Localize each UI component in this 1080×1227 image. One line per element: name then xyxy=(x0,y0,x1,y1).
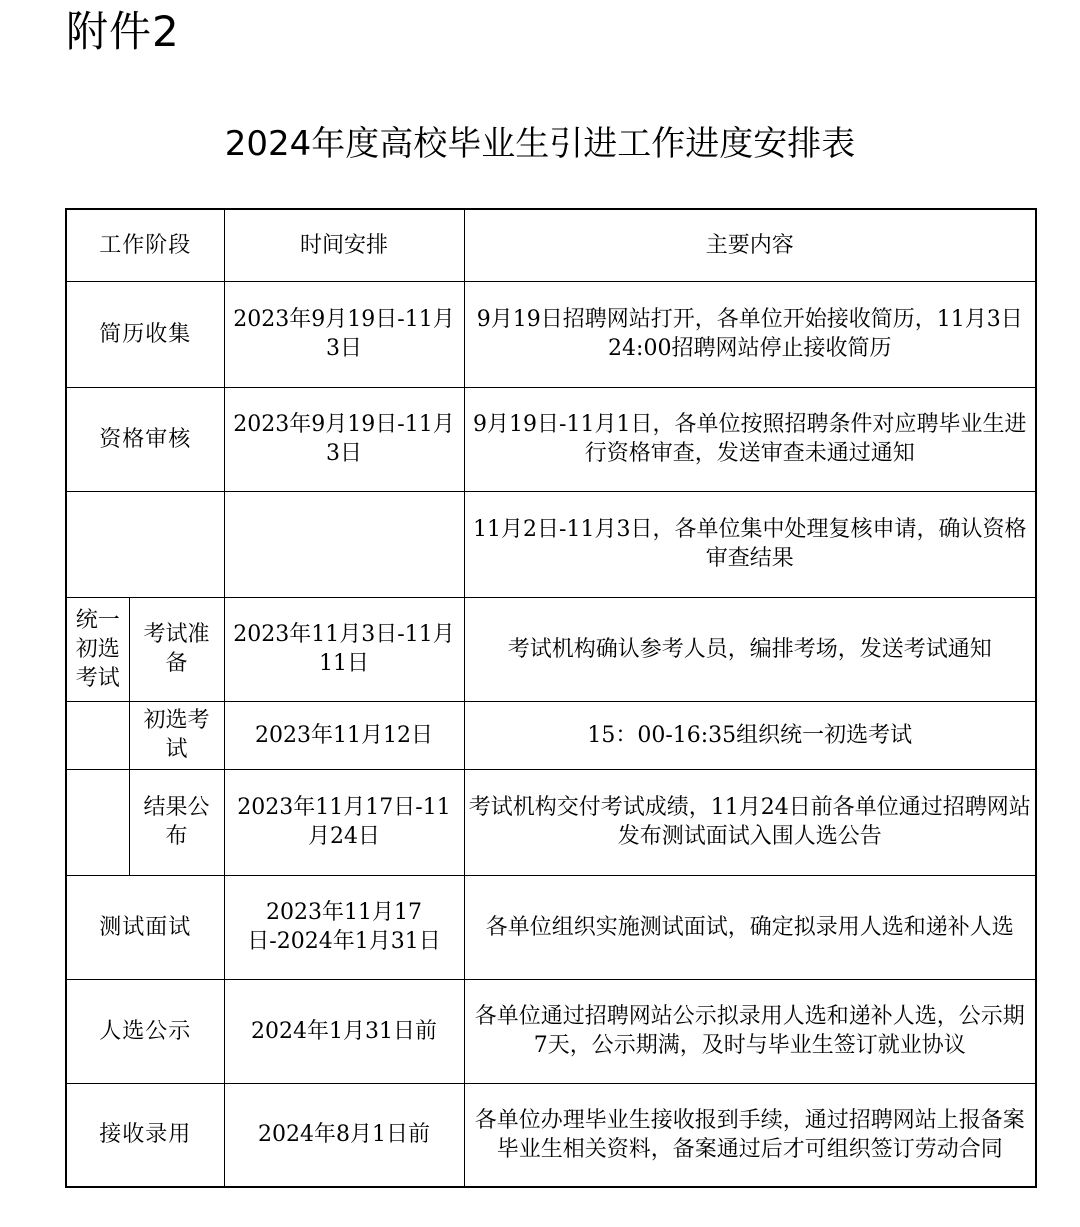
table-row xyxy=(66,701,1036,769)
stage-cell xyxy=(66,491,224,597)
time-cell: 2023年11月17日-2024年1月31日 xyxy=(224,875,464,979)
stage-cell: 人选公示 xyxy=(66,979,224,1083)
table-row xyxy=(66,875,1036,979)
content-cell: 9月19日-11月1日，各单位按照招聘条件对应聘毕业生进行资格审查，发送审查未通过通知 xyxy=(464,387,1036,491)
sub-stage-cell: 初选考试 xyxy=(129,701,224,769)
time-cell: 2023年11月3日-11月11日 xyxy=(224,597,464,701)
table-header-row xyxy=(66,209,1036,281)
stage-cell: 测试面试 xyxy=(66,875,224,979)
table-row xyxy=(66,979,1036,1083)
table-row xyxy=(66,387,1036,491)
table-row xyxy=(66,769,1036,875)
stage-cell: 接收录用 xyxy=(66,1083,224,1187)
table-row xyxy=(66,1083,1036,1187)
table-row xyxy=(66,281,1036,387)
group-stage-cell xyxy=(66,597,129,701)
header-stage: 工作阶段 xyxy=(66,209,224,281)
table-row xyxy=(66,491,1036,597)
time-cell xyxy=(224,491,464,597)
stage-cell: 资格审核 xyxy=(66,387,224,491)
content-cell: 各单位通过招聘网站公示拟录用人选和递补人选，公示期7天，公示期满，及时与毕业生签订就业协议 xyxy=(464,979,1036,1083)
group-stage-cell-empty xyxy=(66,769,129,875)
time-cell: 2023年9月19日-11月3日 xyxy=(224,387,464,491)
header-content: 主要内容 xyxy=(464,209,1036,281)
sub-stage-cell: 结果公布 xyxy=(129,769,224,875)
content-cell: 考试机构确认参考人员，编排考场，发送考试通知 xyxy=(464,597,1036,701)
content-cell: 考试机构交付考试成绩，11月24日前各单位通过招聘网站发布测试面试入围人选公告 xyxy=(464,769,1036,875)
attachment-label: 附件2 xyxy=(66,7,180,56)
content-cell: 11月2日-11月3日，各单位集中处理复核申请，确认资格审查结果 xyxy=(464,491,1036,597)
time-cell: 2024年1月31日前 xyxy=(224,979,464,1083)
table-row xyxy=(66,597,1036,701)
document-title: 2024年度高校毕业生引进工作进度安排表 xyxy=(224,124,856,164)
stage-cell: 简历收集 xyxy=(66,281,224,387)
group-stage-label: 统一初选考试 xyxy=(75,607,120,691)
header-time: 时间安排 xyxy=(224,209,464,281)
time-cell: 2023年11月17日-11月24日 xyxy=(224,769,464,875)
group-stage-cell-empty xyxy=(66,701,129,769)
schedule-table xyxy=(65,208,1037,1188)
content-cell: 9月19日招聘网站打开，各单位开始接收简历，11月3日24:00招聘网站停止接收简历 xyxy=(464,281,1036,387)
time-cell: 2023年11月12日 xyxy=(224,701,464,769)
content-cell: 各单位组织实施测试面试，确定拟录用人选和递补人选 xyxy=(464,875,1036,979)
time-cell: 2023年9月19日-11月3日 xyxy=(224,281,464,387)
content-cell: 各单位办理毕业生接收报到手续，通过招聘网站上报备案毕业生相关资料，备案通过后才可组织签订劳动合同 xyxy=(464,1083,1036,1187)
content-cell: 15：00-16:35组织统一初选考试 xyxy=(464,701,1036,769)
time-cell: 2024年8月1日前 xyxy=(224,1083,464,1187)
sub-stage-cell: 考试准备 xyxy=(129,597,224,701)
